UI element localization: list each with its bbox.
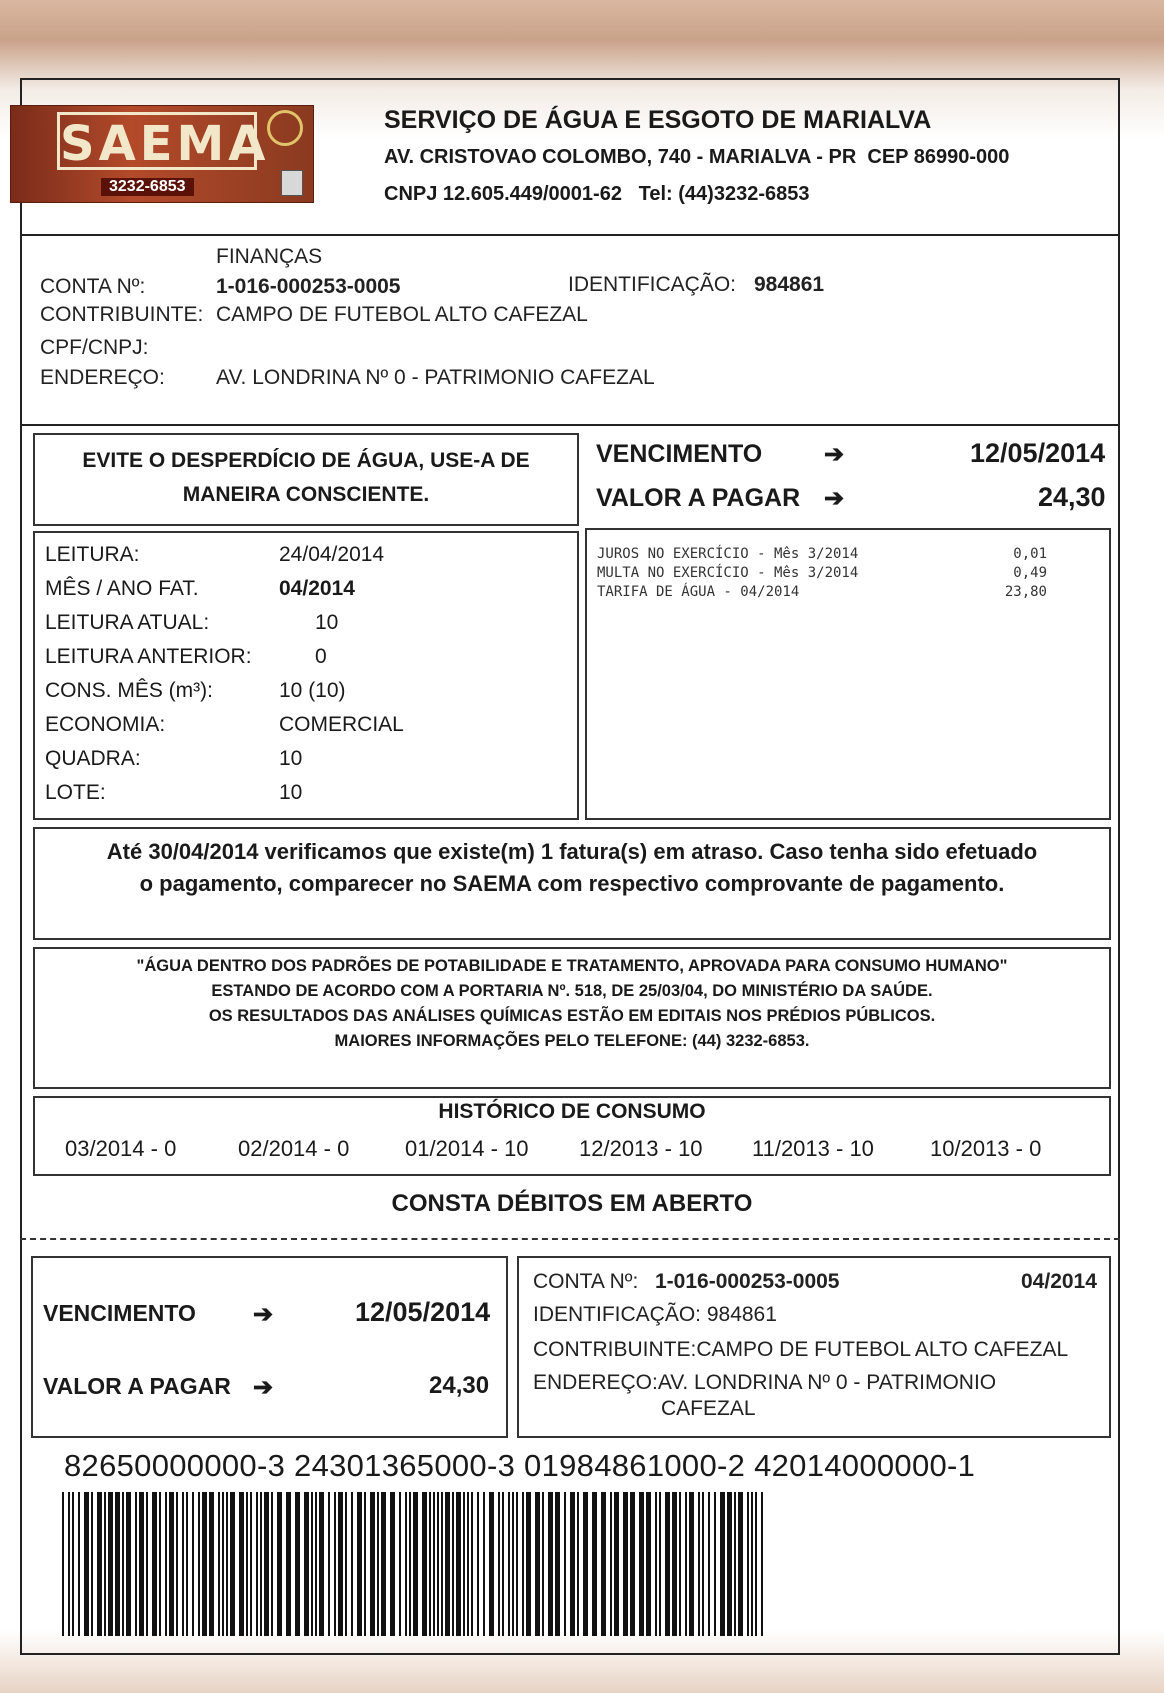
barcode-bar <box>702 1492 704 1636</box>
barcode-bar <box>198 1492 200 1636</box>
reading-box <box>33 531 579 820</box>
stub-valor-label: VALOR A PAGAR <box>43 1373 231 1399</box>
barcode-bar <box>413 1492 418 1636</box>
barcode-bar <box>146 1492 148 1636</box>
barcode-bar <box>429 1492 431 1636</box>
emblem-icon <box>281 170 303 196</box>
barcode-bar <box>381 1492 386 1636</box>
valor-label: VALOR A PAGAR <box>596 484 801 512</box>
reading-value: 10 (10) <box>279 679 346 702</box>
barcode-bar <box>315 1492 317 1636</box>
barcode-bar <box>319 1492 324 1636</box>
barcode-bar <box>182 1492 184 1636</box>
reading-label: MÊS / ANO FAT. <box>45 577 199 600</box>
stub-identificacao: IDENTIFICAÇÃO: 984861 <box>533 1303 777 1326</box>
barcode-bar <box>564 1492 566 1636</box>
charge-description: MULTA NO EXERCÍCIO - Mês 3/2014 <box>597 565 859 581</box>
barcode-bar <box>548 1492 553 1636</box>
barcode-bar <box>260 1492 262 1636</box>
barcode-bar <box>91 1492 93 1636</box>
vencimento-value: 12/05/2014 <box>970 438 1106 468</box>
barcode-bar <box>115 1492 120 1636</box>
conta-value: 1-016-000253-0005 <box>216 275 401 298</box>
logo-text: SAEMA <box>57 112 257 170</box>
barcode-bar <box>370 1492 375 1636</box>
barcode-bar <box>463 1492 465 1636</box>
consumption-history <box>33 1096 1111 1176</box>
arrow-icon: ➔ <box>253 1374 274 1401</box>
barcode-bar <box>437 1492 439 1636</box>
reading-label: CONS. MÊS (m³): <box>45 679 213 702</box>
overdue-line2: o pagamento, comparecer no SAEMA com respectivo comprovante de pagamento. <box>139 871 1005 896</box>
barcode-bar <box>97 1492 102 1636</box>
barcode-bar <box>295 1492 300 1636</box>
reading-row <box>45 645 565 675</box>
arrow-icon: ➔ <box>824 485 845 512</box>
history-item: 03/2014 - 0 <box>65 1136 177 1161</box>
barcode-bar <box>755 1492 757 1636</box>
barcode-bar <box>433 1492 435 1636</box>
barcode-bar <box>714 1492 716 1636</box>
barcode-bar <box>483 1492 485 1636</box>
barcode-bar <box>630 1492 635 1636</box>
barcode-bar <box>122 1492 124 1636</box>
barcode-bar <box>526 1492 531 1636</box>
barcode-bar <box>570 1492 575 1636</box>
barcode-bar <box>277 1492 282 1636</box>
barcode-bar <box>751 1492 753 1636</box>
barcode-bar <box>512 1492 514 1636</box>
charge-value: 23,80 <box>1004 584 1047 600</box>
barcode-bar <box>720 1492 725 1636</box>
account-divider <box>20 424 1120 426</box>
barcode-bar <box>489 1492 494 1636</box>
barcode-bar <box>655 1492 657 1636</box>
vencimento-label: VENCIMENTO <box>596 440 763 468</box>
barcode-bar <box>441 1492 443 1636</box>
barcode-bar <box>601 1492 606 1636</box>
barcode-bar <box>542 1492 544 1636</box>
reading-value: 24/04/2014 <box>279 543 385 566</box>
barcode-bar <box>614 1492 619 1636</box>
barcode-bar <box>139 1492 144 1636</box>
reading-row <box>45 747 565 777</box>
barcode-bar <box>246 1492 248 1636</box>
faucet-icon <box>267 110 303 146</box>
overdue-line1: Até 30/04/2014 verificamos que existe(m) 1 fatura(s) em atraso. Caso tenha sido efetuado <box>106 839 1038 864</box>
valor-value: 24,30 <box>1038 482 1106 512</box>
barcode-bar <box>467 1492 469 1636</box>
stub-vencimento-value: 12/05/2014 <box>355 1297 491 1327</box>
history-item: 02/2014 - 0 <box>238 1136 350 1161</box>
barcode-bar <box>126 1492 131 1636</box>
barcode-bar <box>685 1492 687 1636</box>
conservation-line1: EVITE O DESPERDÍCIO DE ÁGUA, USE-A DE <box>82 449 530 472</box>
history-item: 12/2013 - 10 <box>579 1136 703 1161</box>
conservation-line2: MANEIRA CONSCIENTE. <box>182 483 430 506</box>
barcode-bar <box>186 1492 188 1636</box>
barcode-bar <box>304 1492 309 1636</box>
barcode-bar <box>708 1492 710 1636</box>
reading-label: ECONOMIA: <box>45 713 166 736</box>
stub-endereco-line1: ENDEREÇO:AV. LONDRINA Nº 0 - PATRIMONIO <box>533 1371 997 1394</box>
charge-description: JUROS NO EXERCÍCIO - Mês 3/2014 <box>597 546 859 562</box>
charges-box <box>585 528 1111 820</box>
charge-value: 0,49 <box>1013 565 1047 581</box>
account-category: FINANÇAS <box>216 245 323 268</box>
barcode-number: 82650000000-3 24301365000-3 01984861000-2 42014000000-1 <box>64 1448 976 1483</box>
cut-line <box>20 1238 1120 1240</box>
arrow-icon: ➔ <box>824 441 845 468</box>
barcode-bar <box>152 1492 157 1636</box>
reading-label: LEITURA ANTERIOR: <box>45 645 252 668</box>
barcode-bar <box>345 1492 347 1636</box>
barcode-bar <box>508 1492 510 1636</box>
barcode-bar <box>222 1492 224 1636</box>
barcode-bar <box>583 1492 588 1636</box>
barcode-bar <box>471 1492 473 1636</box>
reading-row <box>45 781 565 811</box>
history-item: 10/2013 - 0 <box>930 1136 1042 1161</box>
barcode-bar <box>555 1492 560 1636</box>
barcode-bar <box>239 1492 244 1636</box>
barcode-bar <box>516 1492 518 1636</box>
barcode-bar <box>108 1492 113 1636</box>
barcode-bar <box>135 1492 137 1636</box>
barcode-bar <box>738 1492 743 1636</box>
history-item: 11/2013 - 10 <box>752 1136 874 1161</box>
barcode-bar <box>672 1492 677 1636</box>
barcode-bar <box>502 1492 504 1636</box>
barcode-bar <box>364 1492 366 1636</box>
barcode-bar <box>456 1492 461 1636</box>
quality-line3: OS RESULTADOS DAS ANÁLISES QUÍMICAS ESTÃO EM EDITAIS NOS PRÉDIOS PÚBLICOS. <box>208 1007 936 1025</box>
barcode-bar <box>209 1492 214 1636</box>
stub-account-box <box>517 1256 1111 1438</box>
barcode-bar <box>522 1492 524 1636</box>
logo <box>10 105 314 203</box>
barcode-bar <box>159 1492 161 1636</box>
barcode-bar <box>610 1492 612 1636</box>
contribuinte-value: CAMPO DE FUTEBOL ALTO CAFEZAL <box>216 303 588 326</box>
stub-contribuinte: CONTRIBUINTE:CAMPO DE FUTEBOL ALTO CAFEZAL <box>533 1338 1069 1361</box>
barcode-bar <box>169 1492 174 1636</box>
barcode-bar <box>226 1492 228 1636</box>
barcode-bar <box>727 1492 732 1636</box>
barcode-bar <box>202 1492 207 1636</box>
barcode-bar <box>264 1492 269 1636</box>
contribuinte-label: CONTRIBUINTE: <box>40 303 204 326</box>
barcode-bar <box>311 1492 313 1636</box>
barcode-bar <box>665 1492 670 1636</box>
barcode-bar <box>747 1492 749 1636</box>
stub-conta-label: CONTA Nº: <box>533 1270 639 1293</box>
charge-row <box>597 546 1047 564</box>
reading-label: QUADRA: <box>45 747 141 770</box>
reading-label: LOTE: <box>45 781 106 804</box>
stub-endereco-line2: CAFEZAL <box>661 1397 756 1420</box>
charge-row <box>597 565 1047 583</box>
reading-value: 0 <box>315 645 327 668</box>
water-quality-notice <box>33 947 1111 1089</box>
conta-label: CONTA Nº: <box>40 275 146 298</box>
barcode-bar <box>405 1492 407 1636</box>
barcode-bar <box>623 1492 628 1636</box>
barcode-bar <box>639 1492 644 1636</box>
history-item: 01/2014 - 10 <box>405 1136 529 1161</box>
stub-period: 04/2014 <box>1021 1270 1097 1293</box>
charge-description: TARIFA DE ÁGUA - 04/2014 <box>597 584 800 600</box>
company-address: AV. CRISTOVAO COLOMBO, 740 - MARIALVA - PR CEP 86990-000 <box>384 146 1010 168</box>
barcode-bar <box>477 1492 479 1636</box>
endereco-label: ENDEREÇO: <box>40 366 165 389</box>
identificacao-value: 984861 <box>754 273 825 296</box>
barcode-bar <box>250 1492 252 1636</box>
reading-label: LEITURA ATUAL: <box>45 611 210 634</box>
stub-payment-box <box>31 1256 508 1438</box>
company-cnpj: CNPJ 12.605.449/0001-62 Tel: (44)3232-6853 <box>384 183 810 205</box>
charge-row <box>597 584 1047 602</box>
barcode-bar <box>445 1492 450 1636</box>
quality-line2: ESTANDO DE ACORDO COM A PORTARIA Nº. 518, DE 25/03/04, DO MINISTÉRIO DA SAÚDE. <box>211 982 933 1000</box>
header-divider <box>20 234 1120 236</box>
barcode-bar <box>535 1492 540 1636</box>
company-title: SERVIÇO DE ÁGUA E ESGOTO DE MARIALVA <box>384 106 932 134</box>
barcode-bar <box>399 1492 401 1636</box>
logo-phone: 3232-6853 <box>101 178 194 196</box>
barcode-bar <box>230 1492 235 1636</box>
barcode-bar <box>218 1492 220 1636</box>
cpf-label: CPF/CNPJ: <box>40 336 149 359</box>
overdue-notice <box>33 827 1111 940</box>
barcode-bar <box>84 1492 89 1636</box>
stub-valor-value: 24,30 <box>429 1372 490 1399</box>
barcode-bar <box>68 1492 70 1636</box>
stub-conta-value: 1-016-000253-0005 <box>655 1270 840 1293</box>
barcode-bar <box>165 1492 167 1636</box>
reading-value: 04/2014 <box>279 577 355 600</box>
barcode-bar <box>452 1492 454 1636</box>
reading-row <box>45 611 565 641</box>
conservation-notice <box>33 433 579 526</box>
reading-row <box>45 577 565 607</box>
identificacao-label: IDENTIFICAÇÃO: <box>568 273 737 296</box>
barcode-bar <box>351 1492 353 1636</box>
charge-value: 0,01 <box>1013 546 1047 562</box>
stub-vencimento-label: VENCIMENTO <box>43 1300 196 1326</box>
reading-row <box>45 543 565 573</box>
barcode-bar <box>679 1492 681 1636</box>
reading-value: COMERCIAL <box>279 713 404 736</box>
barcode-bar <box>659 1492 661 1636</box>
reading-row <box>45 679 565 709</box>
barcode-bar <box>577 1492 579 1636</box>
barcode <box>62 1492 768 1636</box>
barcode-bar <box>104 1492 106 1636</box>
reading-value: 10 <box>315 611 339 634</box>
quality-line4: MAIORES INFORMAÇÕES PELO TELEFONE: (44) 3232-6853. <box>334 1032 810 1050</box>
barcode-bar <box>286 1492 291 1636</box>
barcode-bar <box>338 1492 343 1636</box>
barcode-bar <box>498 1492 500 1636</box>
endereco-value: AV. LONDRINA Nº 0 - PATRIMONIO CAFEZAL <box>216 366 655 389</box>
barcode-bar <box>592 1492 597 1636</box>
barcode-bar <box>271 1492 273 1636</box>
quality-line1: "ÁGUA DENTRO DOS PADRÕES DE POTABILIDADE E TRATAMENTO, APROVADA PARA CONSUMO HUMANO" <box>136 957 1008 975</box>
barcode-bar <box>62 1492 64 1636</box>
barcode-bar <box>377 1492 379 1636</box>
history-title: HISTÓRICO DE CONSUMO <box>438 1100 706 1123</box>
barcode-bar <box>689 1492 694 1636</box>
debts-notice: CONSTA DÉBITOS EM ABERTO <box>391 1190 753 1217</box>
barcode-bar <box>357 1492 362 1636</box>
arrow-icon: ➔ <box>253 1301 274 1328</box>
reading-value: 10 <box>279 781 303 804</box>
barcode-bar <box>176 1492 178 1636</box>
barcode-bar <box>698 1492 700 1636</box>
barcode-bar <box>78 1492 80 1636</box>
barcode-bar <box>72 1492 74 1636</box>
barcode-bar <box>734 1492 736 1636</box>
barcode-bar <box>422 1492 427 1636</box>
barcode-bar <box>328 1492 330 1636</box>
barcode-bar <box>256 1492 258 1636</box>
barcode-bar <box>334 1492 336 1636</box>
barcode-bar <box>646 1492 651 1636</box>
barcode-bar <box>390 1492 395 1636</box>
barcode-bar <box>761 1492 763 1636</box>
reading-label: LEITURA: <box>45 543 140 566</box>
reading-row <box>45 713 565 743</box>
reading-value: 10 <box>279 747 303 770</box>
barcode-bar <box>192 1492 194 1636</box>
barcode-bar <box>409 1492 411 1636</box>
